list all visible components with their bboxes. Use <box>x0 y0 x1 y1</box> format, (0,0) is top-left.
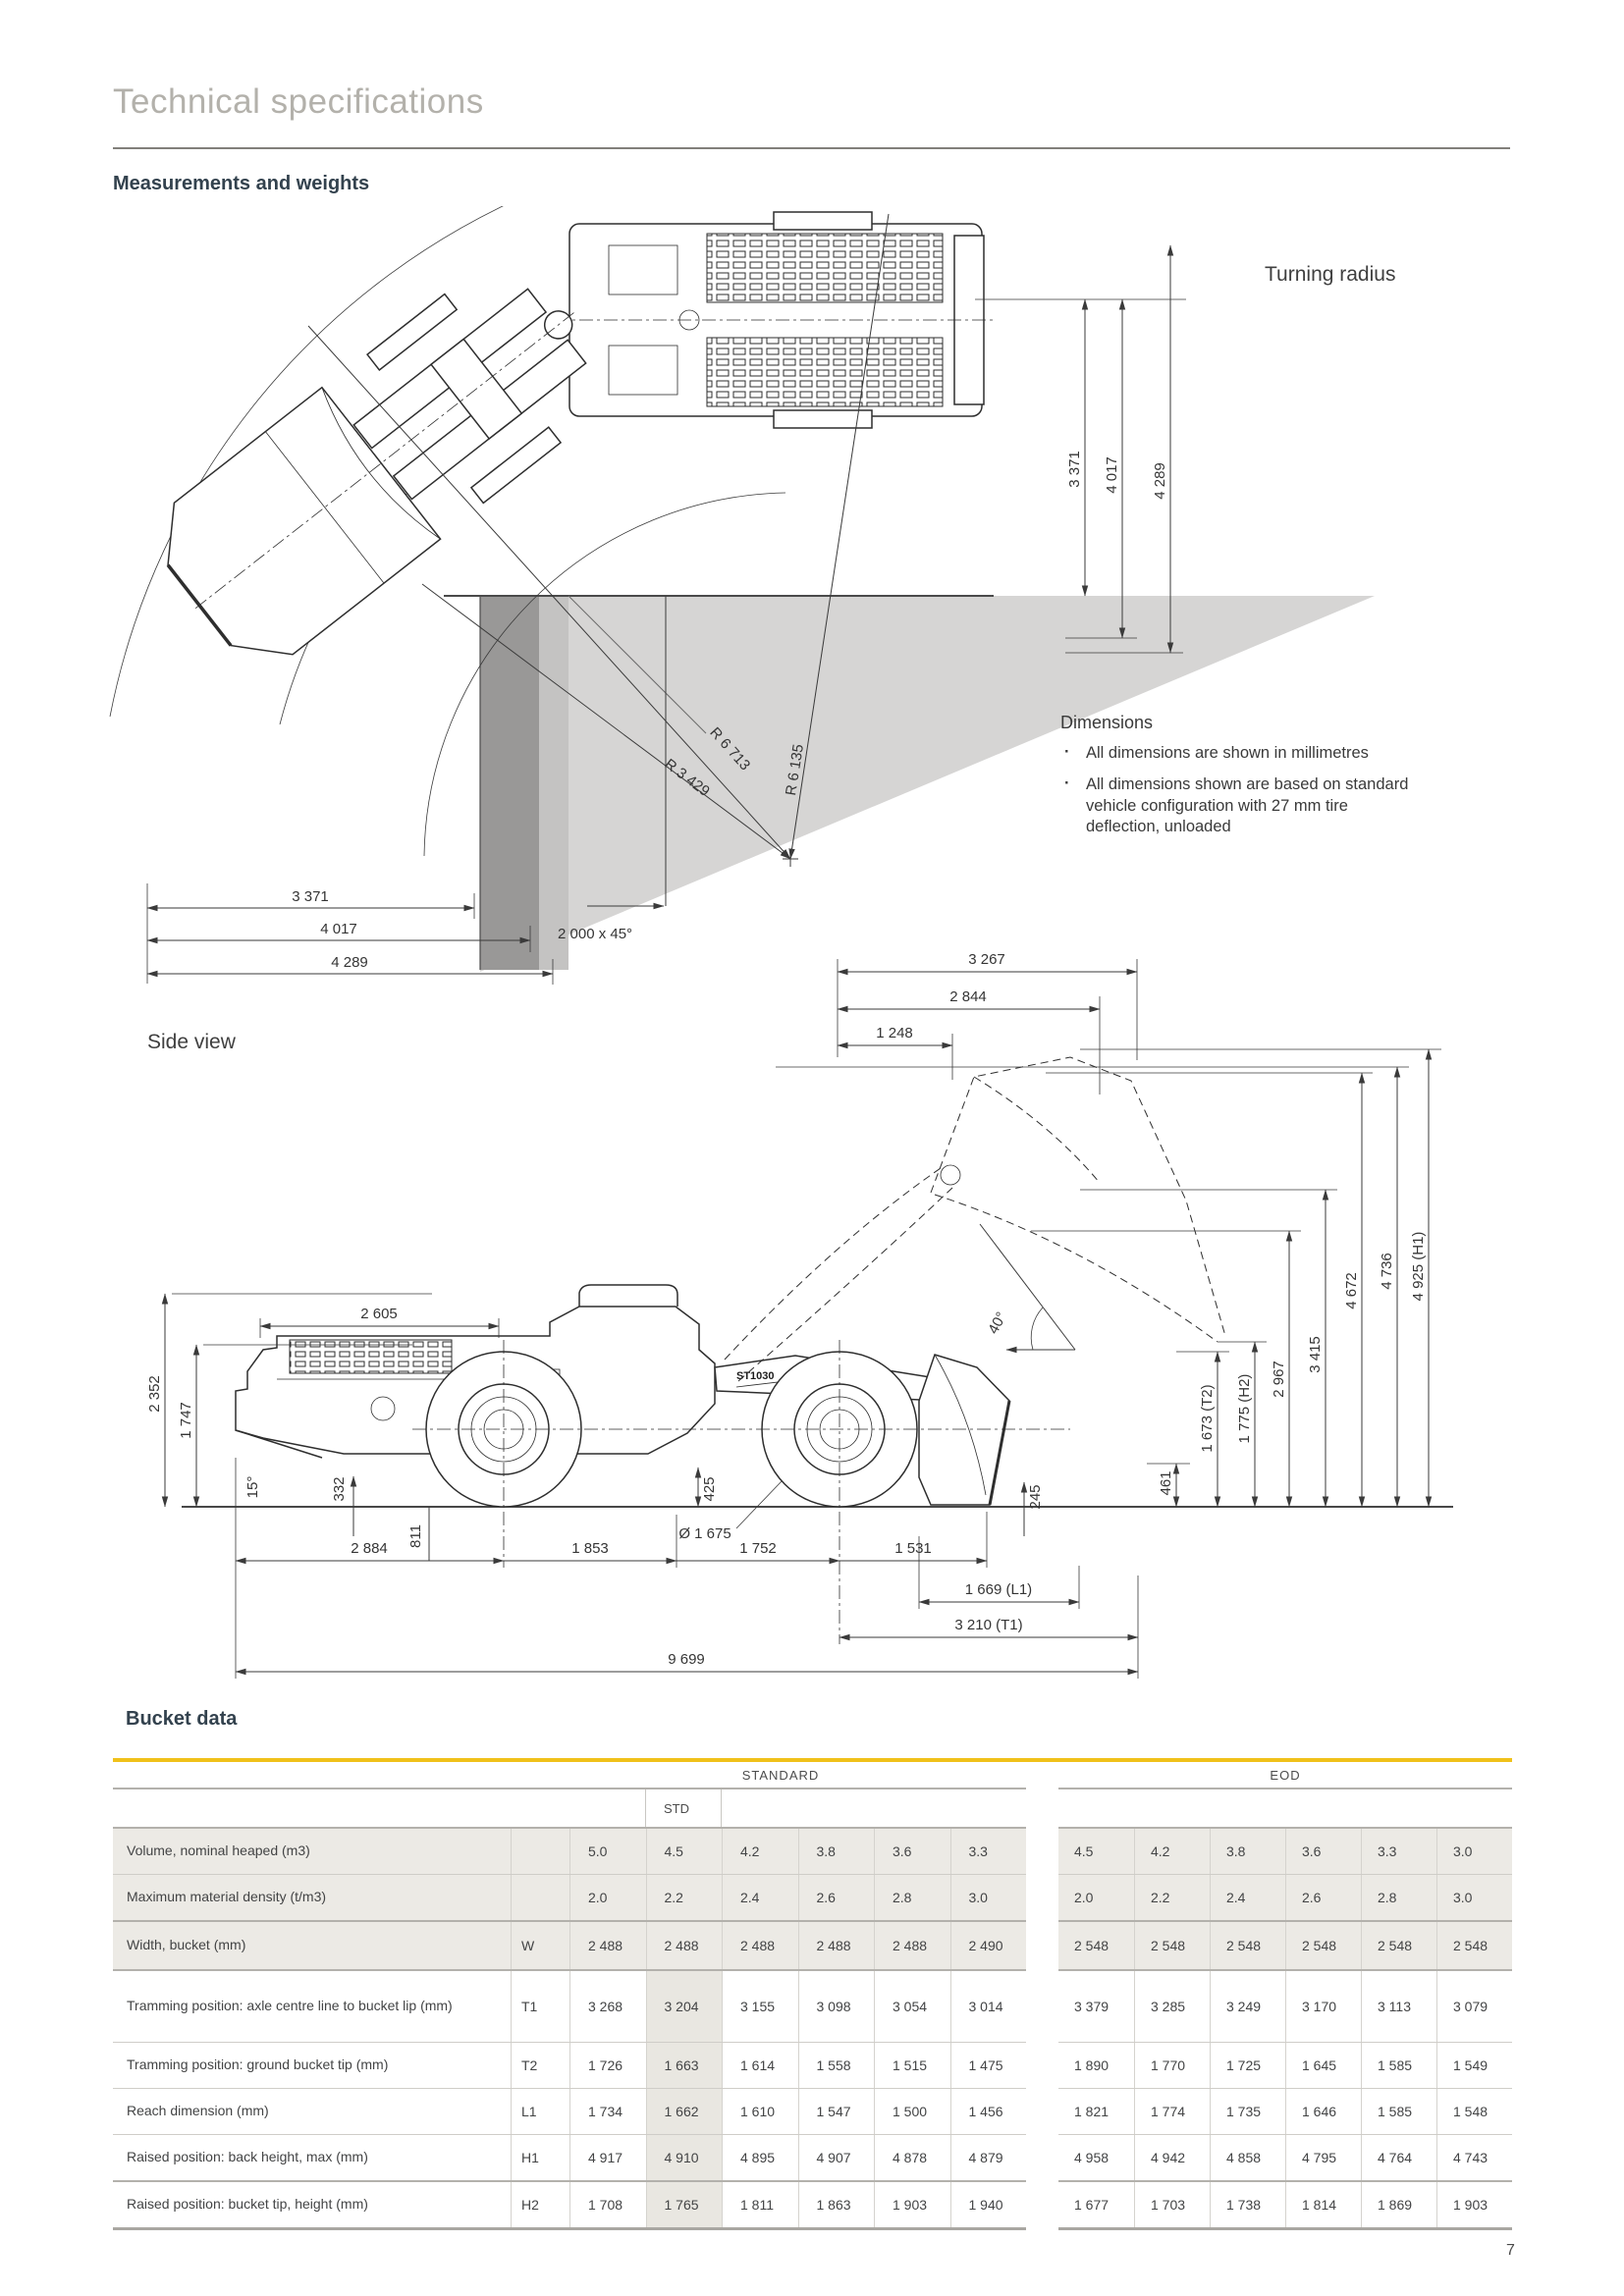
table-cell: 1 765 <box>646 2182 723 2227</box>
table-cell: 4.5 <box>1074 1843 1094 1859</box>
row-code: L1 <box>511 2089 569 2134</box>
raised-bucket-outline <box>725 1057 1225 1381</box>
table-cell: 3 054 <box>874 1971 950 2042</box>
table-cell: 1 515 <box>874 2043 950 2088</box>
radius-dim-r3429: R 3 429 <box>661 755 713 801</box>
table-cell: 2.8 <box>874 1875 950 1920</box>
table-cell: 3.8 <box>798 1829 875 1874</box>
row-code <box>511 1875 569 1920</box>
dim-1775-h2: 1 775 (H2) <box>1236 1373 1253 1444</box>
table-cell: 4.2 <box>1134 1829 1210 1874</box>
table-cell: 1 646 <box>1285 2089 1361 2134</box>
h-dim-4017: 4 017 <box>320 921 357 937</box>
table-cell: 3.0 <box>950 1875 1027 1920</box>
table-cell: 4 879 <box>950 2135 1027 2180</box>
table-cell: 1 863 <box>798 2182 875 2227</box>
page-number: 7 <box>1506 2242 1515 2259</box>
table-cell: 1 734 <box>569 2089 646 2134</box>
dimensions-note-heading: Dimensions <box>1060 713 1154 732</box>
table-row <box>113 1922 1512 1969</box>
dim-1853: 1 853 <box>571 1540 609 1557</box>
table-cell: 2 548 <box>1285 1922 1361 1969</box>
table-cell: 2 488 <box>569 1922 646 1969</box>
table-cell: 3.8 <box>1210 1829 1285 1874</box>
table-row <box>113 2043 1512 2088</box>
loader-side-view-body <box>236 1285 1070 1644</box>
bucket-data-table <box>113 1758 1512 2230</box>
radius-dim-r6135: R 6 135 <box>783 743 808 797</box>
dim-1673-t2: 1 673 (T2) <box>1199 1384 1216 1453</box>
dim-2605: 2 605 <box>360 1306 398 1322</box>
table-cell: 3 285 <box>1134 1971 1210 2042</box>
table-cell: 3 098 <box>798 1971 875 2042</box>
radius-dim-r6713: R 6 713 <box>706 723 754 774</box>
dim-1747: 1 747 <box>178 1402 194 1439</box>
turning-vertical-dims <box>975 245 1186 653</box>
table-cell: 1 558 <box>798 2043 875 2088</box>
h-dim-4289: 4 289 <box>331 954 368 971</box>
dim-425: 425 <box>701 1476 718 1502</box>
table-cell: 1 645 <box>1285 2043 1361 2088</box>
dim-2884: 2 884 <box>351 1540 388 1557</box>
table-cell: 3 155 <box>722 1971 798 2042</box>
row-label: Raised position: back height, max (mm) <box>127 2149 368 2165</box>
table-cell: 3.6 <box>874 1829 950 1874</box>
row-label: Maximum material density (t/m3) <box>127 1889 327 1905</box>
machine-model-label: ST1030 <box>736 1370 775 1382</box>
page-title: Technical specifications <box>113 82 484 121</box>
side-view-diagram <box>88 947 1561 1703</box>
table-cell: 1 585 <box>1361 2089 1436 2134</box>
table-cell: 3 170 <box>1285 1971 1361 2042</box>
table-cell: 1 585 <box>1361 2043 1436 2088</box>
h-dim-3371: 3 371 <box>292 888 329 905</box>
table-cell: 2.2 <box>1134 1875 1210 1920</box>
side-bottom-dims <box>236 1458 1138 1679</box>
chamfer-dim-label: 2 000 x 45° <box>558 926 633 942</box>
table-cell: 4 958 <box>1074 2150 1110 2165</box>
row-label: Width, bucket (mm) <box>127 1937 246 1953</box>
table-cell: 4 878 <box>874 2135 950 2180</box>
table-cell: 1 821 <box>1074 2104 1110 2119</box>
dim-461: 461 <box>1158 1470 1174 1496</box>
table-cell: 1 500 <box>874 2089 950 2134</box>
table-cell: 1 475 <box>950 2043 1027 2088</box>
dim-wheel-diameter: Ø 1 675 <box>678 1525 731 1542</box>
table-row <box>113 2089 1512 2134</box>
table-cell: 1 677 <box>1074 2197 1110 2213</box>
dimensions-note-bullet: · All dimensions are shown in millimetres <box>1060 743 1409 765</box>
group-header-standard: STANDARD <box>741 1768 820 1783</box>
table-cell: 3 113 <box>1361 1971 1436 2042</box>
table-cell: 4 910 <box>646 2135 723 2180</box>
row-label: Reach dimension (mm) <box>127 2103 269 2119</box>
group-header-eod: EOD <box>1270 1768 1301 1783</box>
table-cell: 3.0 <box>1436 1875 1512 1920</box>
title-divider <box>113 147 1510 149</box>
table-row <box>113 1875 1512 1920</box>
dim-245: 245 <box>1027 1484 1044 1510</box>
dim-angle-40: 40° <box>985 1308 1010 1337</box>
dim-1248: 1 248 <box>876 1025 913 1041</box>
table-cell: 1 774 <box>1134 2089 1210 2134</box>
row-label: Raised position: bucket tip, height (mm) <box>127 2196 368 2213</box>
dim-9699: 9 699 <box>668 1651 705 1668</box>
turning-radius-caption: Turning radius <box>1265 263 1396 286</box>
dim-3210-t1: 3 210 (T1) <box>954 1617 1023 1633</box>
loader-top-view-rear <box>555 212 994 428</box>
table-cell: 4 942 <box>1134 2135 1210 2180</box>
table-cell: 2.0 <box>1074 1890 1094 1905</box>
dim-3415: 3 415 <box>1307 1336 1324 1373</box>
dim-1752: 1 752 <box>739 1540 777 1557</box>
table-row <box>113 1829 1512 1874</box>
table-cell: 1 548 <box>1436 2089 1512 2134</box>
row-code: W <box>511 1922 569 1969</box>
dim-4672: 4 672 <box>1343 1272 1360 1309</box>
table-cell: 1 708 <box>569 2182 646 2227</box>
table-cell: 1 814 <box>1285 2182 1361 2227</box>
dim-1669-l1: 1 669 (L1) <box>964 1581 1033 1598</box>
table-cell: 2 488 <box>874 1922 950 1969</box>
section-heading: Measurements and weights <box>113 173 370 194</box>
row-code: T2 <box>511 2043 569 2088</box>
table-cell: 3 204 <box>646 1971 723 2042</box>
v-dim-3371: 3 371 <box>1066 451 1083 488</box>
dim-2352: 2 352 <box>146 1375 163 1413</box>
table-cell: 2.2 <box>646 1875 723 1920</box>
table-cell: 1 725 <box>1210 2043 1285 2088</box>
table-cell: 1 903 <box>874 2182 950 2227</box>
table-cell: 4 764 <box>1361 2135 1436 2180</box>
dim-811: 811 <box>407 1524 424 1548</box>
row-code: T1 <box>511 1971 569 2042</box>
bucket-data-heading: Bucket data <box>126 1708 238 1730</box>
side-view-caption: Side view <box>147 1031 236 1053</box>
table-cell: 2 488 <box>646 1922 723 1969</box>
row-label: Tramming position: ground bucket tip (mm) <box>127 2056 389 2073</box>
table-cell: 1 738 <box>1210 2182 1285 2227</box>
table-cell: 2.8 <box>1361 1875 1436 1920</box>
table-cell: 3 379 <box>1074 1999 1110 2014</box>
table-cell: 1 869 <box>1361 2182 1436 2227</box>
table-cell: 3.3 <box>950 1829 1027 1874</box>
dim-1531: 1 531 <box>894 1540 932 1557</box>
table-cell: 1 770 <box>1134 2043 1210 2088</box>
table-cell: 1 940 <box>950 2182 1027 2227</box>
row-label: Volume, nominal heaped (m3) <box>127 1842 310 1859</box>
dimensions-note <box>1060 713 1522 848</box>
row-code <box>511 1829 569 1874</box>
table-cell: 3 268 <box>569 1971 646 2042</box>
table-cell: 4 795 <box>1285 2135 1361 2180</box>
table-cell: 2 548 <box>1436 1922 1512 1969</box>
table-cell: 2 490 <box>950 1922 1027 1969</box>
dim-2967: 2 967 <box>1271 1361 1287 1398</box>
table-cell: 2 548 <box>1210 1922 1285 1969</box>
dim-332: 332 <box>331 1476 348 1502</box>
table-cell: 1 662 <box>646 2089 723 2134</box>
table-cell: 3 249 <box>1210 1971 1285 2042</box>
table-cell: 2 488 <box>722 1922 798 1969</box>
table-cell: 1 735 <box>1210 2089 1285 2134</box>
table-cell: 1 726 <box>569 2043 646 2088</box>
table-cell: 1 703 <box>1134 2182 1210 2227</box>
table-cell: 4.2 <box>722 1829 798 1874</box>
dimensions-note-bullet: · All dimensions shown are based on standard vehicle configuration with 27 mm tire deflection, unloaded <box>1060 774 1409 838</box>
table-cell: 1 610 <box>722 2089 798 2134</box>
table-cell: 2 548 <box>1074 1938 1110 1953</box>
dim-angle-15: 15° <box>244 1475 261 1499</box>
table-cell: 4 858 <box>1210 2135 1285 2180</box>
table-cell: 3.3 <box>1361 1829 1436 1874</box>
table-subheader-row <box>113 1789 1512 1827</box>
table-cell: 4.5 <box>646 1829 723 1874</box>
table-row <box>113 2182 1512 2227</box>
table-cell: 1 549 <box>1436 2043 1512 2088</box>
row-code: H1 <box>511 2135 569 2180</box>
dim-2844: 2 844 <box>949 988 987 1005</box>
table-cell: 2 548 <box>1134 1922 1210 1969</box>
table-cell: 1 903 <box>1436 2182 1512 2227</box>
table-group-header <box>113 1762 1512 1788</box>
table-cell: 4 917 <box>569 2135 646 2180</box>
table-cell: 4 895 <box>722 2135 798 2180</box>
table-cell: 1 614 <box>722 2043 798 2088</box>
table-cell: 3.6 <box>1285 1829 1361 1874</box>
table-cell: 5.0 <box>569 1829 646 1874</box>
table-cell: 2.4 <box>1210 1875 1285 1920</box>
table-cell: 3 079 <box>1436 1971 1512 2042</box>
subheader-std: STD <box>645 1789 722 1827</box>
table-cell: 1 663 <box>646 2043 723 2088</box>
table-cell: 2 488 <box>798 1922 875 1969</box>
table-cell: 1 890 <box>1074 2057 1110 2073</box>
dim-3267: 3 267 <box>968 951 1005 968</box>
table-cell: 2.6 <box>1285 1875 1361 1920</box>
table-cell: 1 547 <box>798 2089 875 2134</box>
v-dim-4289: 4 289 <box>1152 462 1168 500</box>
dim-4736: 4 736 <box>1379 1253 1395 1290</box>
table-cell: 4 907 <box>798 2135 875 2180</box>
table-cell: 1 811 <box>722 2182 798 2227</box>
table-cell: 2 548 <box>1361 1922 1436 1969</box>
table-cell: 3 014 <box>950 1971 1027 2042</box>
table-cell: 2.6 <box>798 1875 875 1920</box>
table-row <box>113 2135 1512 2180</box>
row-label: Tramming position: axle centre line to bucket lip (mm) <box>127 1998 453 2014</box>
table-cell: 1 456 <box>950 2089 1027 2134</box>
table-cell: 2.4 <box>722 1875 798 1920</box>
v-dim-4017: 4 017 <box>1104 456 1120 494</box>
row-code: H2 <box>511 2182 569 2227</box>
turning-radius-diagram <box>98 206 1542 1001</box>
table-cell: 2.0 <box>569 1875 646 1920</box>
bucket-angle-dim <box>980 1224 1075 1350</box>
dim-4925-h1: 4 925 (H1) <box>1410 1231 1427 1302</box>
table-row <box>113 1971 1512 2042</box>
table-cell: 4 743 <box>1436 2135 1512 2180</box>
table-cell: 3.0 <box>1436 1829 1512 1874</box>
